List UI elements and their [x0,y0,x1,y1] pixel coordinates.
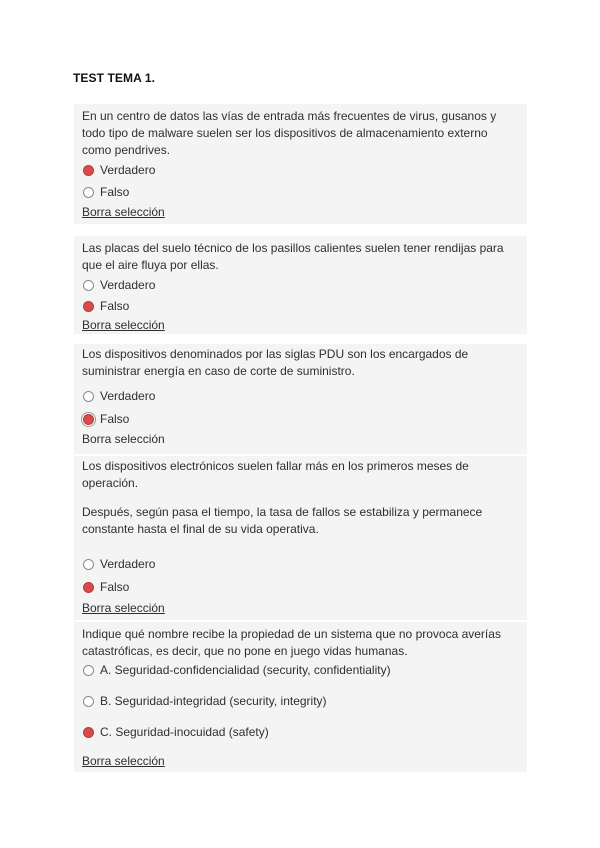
q2-clear-selection-link[interactable]: Borra selección [82,318,165,332]
radio-unselected-icon[interactable] [83,187,94,198]
question-5-text: Indique qué nombre recibe la propiedad de un sistema que no provoca averías catastróficas, es decir, que no pone en juego vidas humanas. [82,627,501,658]
question-1 [74,104,527,224]
radio-selected-icon[interactable] [83,301,94,312]
q2-option-falso[interactable]: Falso [83,298,129,314]
q1-option-falso[interactable]: Falso [83,184,129,200]
q3-option-verdadero[interactable]: Verdadero [83,388,155,404]
q4-option-falso[interactable]: Falso [83,579,129,595]
radio-selected-icon[interactable] [83,727,94,738]
question-1-text: En un centro de datos las vías de entrada más frecuentes de virus, gusanos y todo tipo de malware suelen ser los dispositivos de almacenamiento externo como pendrives. [82,109,497,157]
q4-option-verdadero[interactable]: Verdadero [83,556,155,572]
radio-selected-icon[interactable] [83,165,94,176]
q1-clear-selection-link[interactable]: Borra selección [82,205,165,219]
radio-unselected-icon[interactable] [83,696,94,707]
q5-clear-selection-link[interactable]: Borra selección [82,754,165,768]
question-2-text: Las placas del suelo técnico de los pasillos calientes suelen tener rendijas para que el aire fluya por ellas. [82,241,504,272]
q5-option-c[interactable]: C. Seguridad-inocuidad (safety) [83,724,269,740]
question-4 [74,456,527,620]
question-5 [74,622,527,772]
radio-unselected-icon[interactable] [83,280,94,291]
q4-clear-selection-link[interactable]: Borra selección [82,601,165,615]
q5-option-b[interactable]: B. Seguridad-integridad (security, integrity) [83,693,327,709]
question-4-text-continued: Después, según pasa el tiempo, la tasa de fallos se estabiliza y permanece constante hasta el final de su vida operativa. [82,505,483,536]
radio-unselected-icon[interactable] [83,665,94,676]
radio-selected-icon[interactable] [83,414,94,425]
question-4-text: Los dispositivos electrónicos suelen fallar más en los primeros meses de operación. [82,459,469,490]
q5-option-a[interactable]: A. Seguridad-confidencialidad (security, confidentiality) [83,662,391,678]
radio-unselected-icon[interactable] [83,391,94,402]
question-2 [74,236,527,334]
radio-unselected-icon[interactable] [83,559,94,570]
question-3 [74,344,527,454]
q3-clear-selection-link[interactable]: Borra selección [82,432,165,446]
q2-option-verdadero[interactable]: Verdadero [83,277,155,293]
radio-selected-icon[interactable] [83,582,94,593]
q1-option-verdadero[interactable]: Verdadero [83,162,155,178]
q3-option-falso[interactable]: Falso [83,411,129,427]
question-3-text: Los dispositivos denominados por las siglas PDU son los encargados de suministrar energía en caso de corte de suministro. [82,347,469,378]
document-title: TEST TEMA 1. [73,71,156,85]
